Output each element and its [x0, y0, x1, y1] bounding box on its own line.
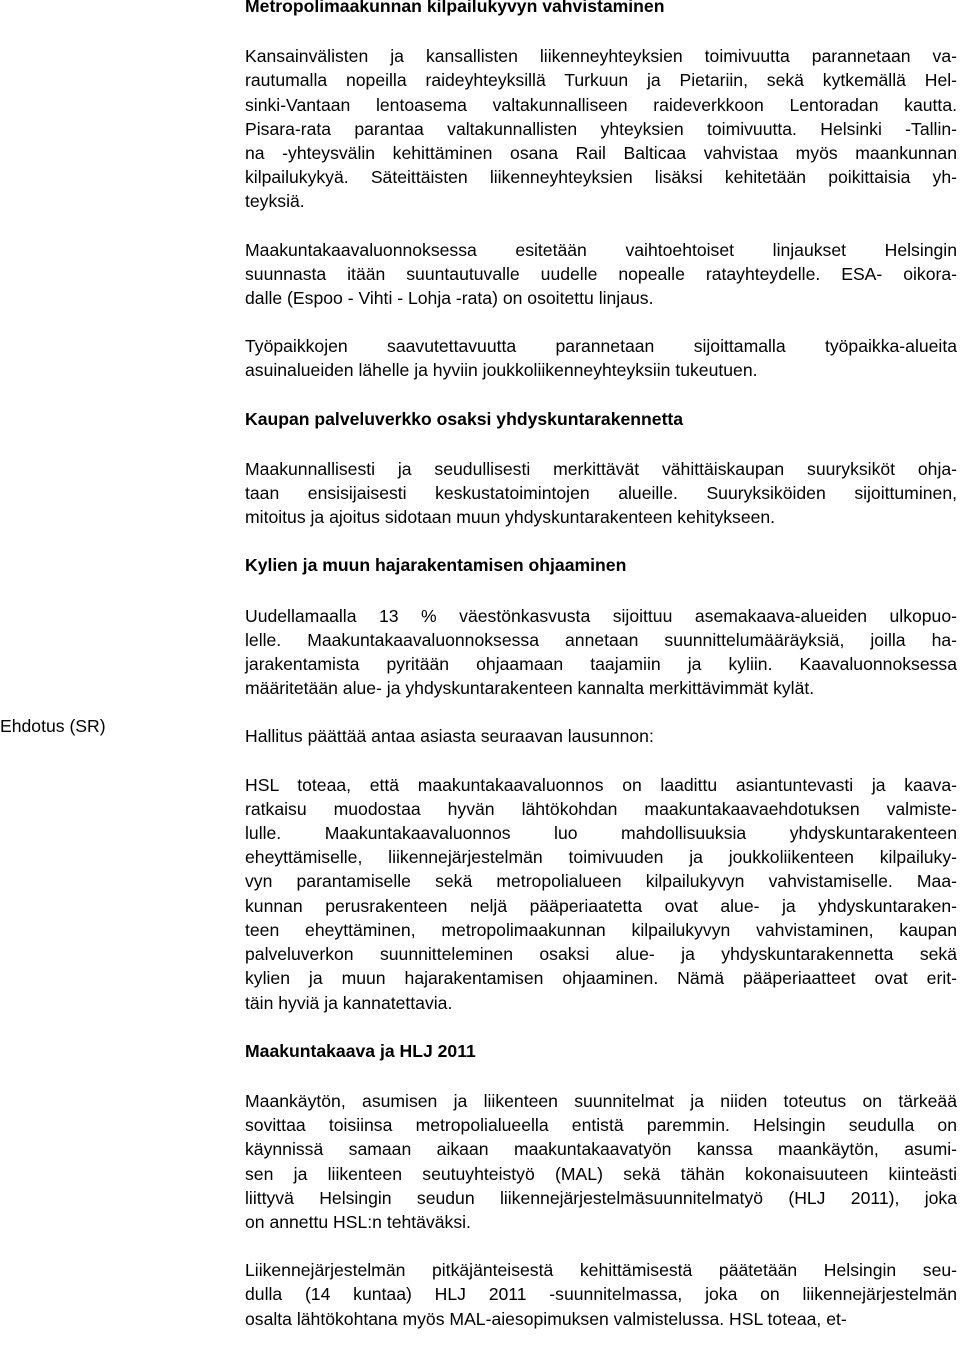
text-line: täin hyviä ja kannatettavia.: [245, 992, 453, 1013]
text-line: dalle (Espoo - Vihti - Lohja -rata) on osoitettu linjaus.: [245, 288, 654, 309]
text-line: palveluverkon suunnitteleminen osaksi alue- ja yhdyskuntarakennetta sekä: [245, 944, 957, 965]
text-line: HSL toteaa, että maakuntakaavaluonnos on laadittu asiantuntevasti ja kaava-: [245, 774, 957, 795]
text-line: taan ensisijaisesti keskustatoimintojen alueille. Suuryksiköiden sijoittuminen,: [245, 483, 957, 504]
text-line: mitoitus ja ajoitus sidotaan muun yhdyskuntarakenteen kehitykseen.: [245, 507, 776, 528]
text-line: Työpaikkojen saavutettavuutta parannetaan sijoittamalla työpaikka-alueita: [245, 336, 957, 357]
text-line: na -yhteysvälin kehittäminen osana Rail Balticaa vahvistaa myös maankunnan: [245, 143, 957, 164]
section-heading-retail-network: [245, 407, 957, 431]
paragraph-workplaces: [245, 334, 957, 382]
text-line: Metropolimaakunnan kilpailukyvyn vahvistaminen: [245, 0, 665, 16]
text-line: kilpailukykyä. Säteittäisten liikenneyhteyksien lisäksi kehitetään poikittaisia yh-: [245, 167, 957, 188]
text-line: Kansainvälisten ja kansallisten liikenneyhteyksien toimivuutta parannetaan va-: [245, 46, 957, 67]
text-line: Uudellamaalla 13 % väestönkasvusta sijoittuu asemakaava-alueiden ulkopuo-: [245, 605, 957, 626]
text-line: kylien ja muun hajarakentamisen ohjaaminen. Nämä pääperiaatteet ovat erit-: [245, 968, 957, 989]
text-line: kunnan perusrakenteen neljä pääperiaatetta ovat alue- ja yhdyskuntaraken-: [245, 895, 957, 916]
text-line: Pisara-rata parantaa valtakunnallisten yhteyksien toimivuutta. Helsinki -Tallin-: [245, 118, 957, 139]
text-line: Kylien ja muun hajarakentamisen ohjaaminen: [245, 555, 627, 576]
text-line: Maakuntakaavaluonnoksessa esitetään vaihtoehtoiset linjaukset Helsingin: [245, 239, 957, 260]
text-line: asuinalueiden lähelle ja hyviin joukkoliikenneyhteyksiin tukeutuen.: [245, 360, 758, 381]
text-line: Kaupan palveluverkko osaksi yhdyskuntarakennetta: [245, 408, 684, 429]
text-line: rautumalla nopeilla raideyhteyksillä Turkuun ja Pietariin, sekä kytkemällä Hel-: [245, 70, 957, 91]
proposal-label: Ehdotus (SR): [0, 716, 106, 736]
paragraph-villages: [245, 604, 957, 701]
text-line: eheyttämiselle, liikennejärjestelmän toimivuuden ja joukkoliikenteen kilpailuky-: [245, 847, 957, 868]
text-line: teyksiä.: [245, 191, 305, 212]
text-line: ratkaisu muodostaa hyvän lähtökohdan maakuntakaavaehdotuksen valmiste-: [245, 798, 957, 819]
text-line: on annettu HSL:n tehtäväksi.: [245, 1211, 471, 1232]
text-line: liittyvä Helsingin seudun liikennejärjestelmäsuunnitelmatyö (HLJ 2011), joka: [245, 1187, 957, 1208]
text-line: määritetään alue- ja yhdyskuntarakenteen kannalta merkittävimmät kylät.: [245, 678, 815, 699]
text-line: suunnasta itään suuntautuvalle uudelle nopealle ratayhteydelle. ESA- oikora-: [245, 263, 957, 284]
text-line: osalta lähtökohtana myös MAL-aiesopimuksen valmistelussa. HSL toteaa, et-: [245, 1308, 847, 1329]
text-line: lulle. Maakuntakaavaluonnos luo mahdollisuuksia yhdyskuntarakenteen: [245, 823, 957, 844]
text-line: käynnissä samaan aikaan maakuntakaavatyön kanssa maankäytön, asumi-: [245, 1139, 957, 1160]
text-line: lelle. Maakuntakaavaluonnoksessa annetaan suunnittelumääräyksiä, joilla ha-: [245, 629, 957, 650]
text-line: Liikennejärjestelmän pitkäjänteisestä kehittämisestä päätetään Helsingin seu-: [245, 1260, 957, 1281]
paragraph-rail-alignments: [245, 238, 957, 311]
paragraph-connections: [245, 44, 957, 213]
text-line: sovittaa toisiinsa metropolialueella entistä paremmin. Helsingin seudulla on: [245, 1115, 957, 1136]
text-line: Maankäytön, asumisen ja liikenteen suunnitelmat ja niiden toteutus on tärkeää: [245, 1090, 957, 1111]
document-body: [245, 0, 957, 1355]
paragraph-board-decision: [245, 724, 957, 748]
section-heading-villages: [245, 553, 957, 577]
text-line: teen eheyttäminen, metropolimaakunnan kilpailukyvyn vahvistaminen, kaupan: [245, 919, 957, 940]
paragraph-land-use: [245, 1089, 957, 1234]
text-line: Hallitus päättää antaa asiasta seuraavan lausunnon:: [245, 726, 654, 747]
section-heading-regional-plan-hlj: [245, 1039, 957, 1063]
text-line: vyn parantamiselle sekä metropolialueen kilpailukyvyn vahvistamiselle. Maa-: [245, 871, 957, 892]
text-line: sen ja liikenteen seutuyhteistyö (MAL) sekä tähän kokonaisuuteen kiinteästi: [245, 1163, 957, 1184]
text-line: Maakunnallisesti ja seudullisesti merkittävät vähittäiskaupan suuryksiköt ohja-: [245, 458, 957, 479]
paragraph-retail: [245, 457, 957, 530]
text-line: Maakuntakaava ja HLJ 2011: [245, 1040, 476, 1061]
paragraph-transport-system: [245, 1258, 957, 1331]
text-line: sinki-Vantaan lentoasema valtakunnalliseen raideverkkoon Lentoradan kautta.: [245, 94, 957, 115]
text-line: dulla (14 kuntaa) HLJ 2011 -suunnitelmassa, joka on liikennejärjestelmän: [245, 1284, 957, 1305]
section-heading-competitiveness: [245, 0, 957, 18]
paragraph-hsl-statement: [245, 773, 957, 1015]
text-line: jarakentamista pyritään ohjaamaan taajamiin ja kyliin. Kaavaluonnoksessa: [245, 654, 957, 675]
